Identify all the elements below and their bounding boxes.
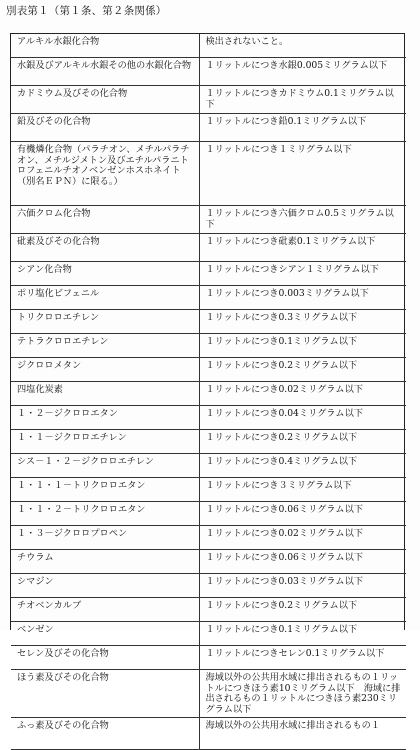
substance-cell: １・１・２－トリクロロエタン bbox=[11, 502, 199, 526]
substance-cell: １・３－ジクロロプロペン bbox=[11, 526, 199, 550]
table-row bbox=[11, 86, 406, 114]
standard-cell: １リットルにつき0.3ミリグラム以下 bbox=[199, 310, 406, 334]
substance-cell: カドミウム及びその化合物 bbox=[11, 86, 199, 114]
table-row bbox=[11, 334, 406, 358]
standard-cell: １リットルにつき0.1ミリグラム以下 bbox=[199, 334, 406, 358]
table-row bbox=[11, 286, 406, 310]
substance-cell: 有機燐化合物（パラチオン、メチルパラチオン、メチルジメトン及びエチルパラニトロフェニルチオノベンゼンホスホネイト（別名ＥＰＮ）に限る。） bbox=[11, 142, 199, 206]
standard-cell: １リットルにつき0.2ミリグラム以下 bbox=[199, 430, 406, 454]
table-row bbox=[11, 358, 406, 382]
standard-cell: １リットルにつき0.02ミリグラム以下 bbox=[199, 526, 406, 550]
table-row bbox=[11, 406, 406, 430]
standard-cell: １リットルにつき３ミリグラム以下 bbox=[199, 478, 406, 502]
substance-cell: テトラクロロエチレン bbox=[11, 334, 199, 358]
standard-cell: １リットルにつきカドミウム0.1ミリグラム以下 bbox=[199, 86, 406, 114]
standard-cell: １リットルにつきシアン１ミリグラム以下 bbox=[199, 262, 406, 286]
table-row bbox=[11, 58, 406, 86]
standards-table-container bbox=[10, 33, 405, 731]
table-row bbox=[11, 310, 406, 334]
table-row bbox=[11, 262, 406, 286]
substance-cell: ほう素及びその化合物 bbox=[11, 670, 199, 718]
table-row bbox=[11, 598, 406, 622]
standard-cell: １リットルにつき鉛0.1ミリグラム以下 bbox=[199, 114, 406, 142]
standard-cell: １リットルにつき水銀0.005ミリグラム以下 bbox=[199, 58, 406, 86]
table-row bbox=[11, 34, 406, 58]
standard-cell: １リットルにつき0.04ミリグラム以下 bbox=[199, 406, 406, 430]
substance-cell: １・１・１－トリクロロエタン bbox=[11, 478, 199, 502]
substance-cell: シス－１・２－ジクロロエチレン bbox=[11, 454, 199, 478]
table-row bbox=[11, 114, 406, 142]
table-row bbox=[11, 646, 406, 670]
standard-cell: １リットルにつき0.2ミリグラム以下 bbox=[199, 358, 406, 382]
table-row bbox=[11, 142, 406, 206]
standard-cell: 検出されないこと。 bbox=[199, 34, 406, 58]
table-row bbox=[11, 526, 406, 550]
standards-table bbox=[11, 34, 406, 750]
substance-cell: チウラム bbox=[11, 550, 199, 574]
standard-cell: １リットルにつき0.02ミリグラム以下 bbox=[199, 382, 406, 406]
substance-cell: １・２－ジクロロエタン bbox=[11, 406, 199, 430]
standard-cell: １リットルにつき0.03ミリグラム以下 bbox=[199, 574, 406, 598]
substance-cell: トリクロロエチレン bbox=[11, 310, 199, 334]
table-row bbox=[11, 670, 406, 718]
substance-cell: 四塩化炭素 bbox=[11, 382, 199, 406]
table-row bbox=[11, 718, 406, 750]
standard-cell: １リットルにつき0.06ミリグラム以下 bbox=[199, 550, 406, 574]
standard-cell: １リットルにつき１ミリグラム以下 bbox=[199, 142, 406, 206]
substance-cell: ふっ素及びその化合物 bbox=[11, 718, 199, 750]
table-row bbox=[11, 478, 406, 502]
standard-cell: １リットルにつき0.06ミリグラム以下 bbox=[199, 502, 406, 526]
table-row bbox=[11, 430, 406, 454]
substance-cell: 砒素及びその化合物 bbox=[11, 234, 199, 262]
table-row bbox=[11, 454, 406, 478]
standard-cell: １リットルにつき六価クロム0.5ミリグラム以下 bbox=[199, 206, 406, 234]
substance-cell: セレン及びその化合物 bbox=[11, 646, 199, 670]
substance-cell: 水銀及びアルキル水銀その他の水銀化合物 bbox=[11, 58, 199, 86]
table-row bbox=[11, 234, 406, 262]
standard-cell: １リットルにつき砒素0.1ミリグラム以下 bbox=[199, 234, 406, 262]
substance-cell: シアン化合物 bbox=[11, 262, 199, 286]
standard-cell: １リットルにつき0.1ミリグラム以下 bbox=[199, 622, 406, 646]
table-row bbox=[11, 622, 406, 646]
standard-cell: 海域以外の公共用水域に排出されるもの１リットルにつきほう素10ミリグラム以下 海域に排出されるもの１リットルにつきほう素230ミリグラム以下 bbox=[199, 670, 406, 718]
standard-cell: １リットルにつき0.4ミリグラム以下 bbox=[199, 454, 406, 478]
standard-cell: １リットルにつき0.2ミリグラム以下 bbox=[199, 598, 406, 622]
substance-cell: アルキル水銀化合物 bbox=[11, 34, 199, 58]
table-row bbox=[11, 502, 406, 526]
standard-cell: 海域以外の公共用水域に排出されるもの１ bbox=[199, 718, 406, 750]
substance-cell: チオベンカルブ bbox=[11, 598, 199, 622]
substance-cell: 鉛及びその化合物 bbox=[11, 114, 199, 142]
standard-cell: １リットルにつきセレン0.1ミリグラム以下 bbox=[199, 646, 406, 670]
substance-cell: ポリ塩化ビフェニル bbox=[11, 286, 199, 310]
standard-cell: １リットルにつき0.003ミリグラム以下 bbox=[199, 286, 406, 310]
substance-cell: 六価クロム化合物 bbox=[11, 206, 199, 234]
table-row bbox=[11, 574, 406, 598]
table-row bbox=[11, 550, 406, 574]
substance-cell: ジクロロメタン bbox=[11, 358, 199, 382]
table-row bbox=[11, 206, 406, 234]
table-row bbox=[11, 382, 406, 406]
table-title: 別表第１（第１条、第２条関係） bbox=[6, 5, 167, 17]
substance-cell: シマジン bbox=[11, 574, 199, 598]
substance-cell: １・１－ジクロロエチレン bbox=[11, 430, 199, 454]
substance-cell: ベンゼン bbox=[11, 622, 199, 646]
